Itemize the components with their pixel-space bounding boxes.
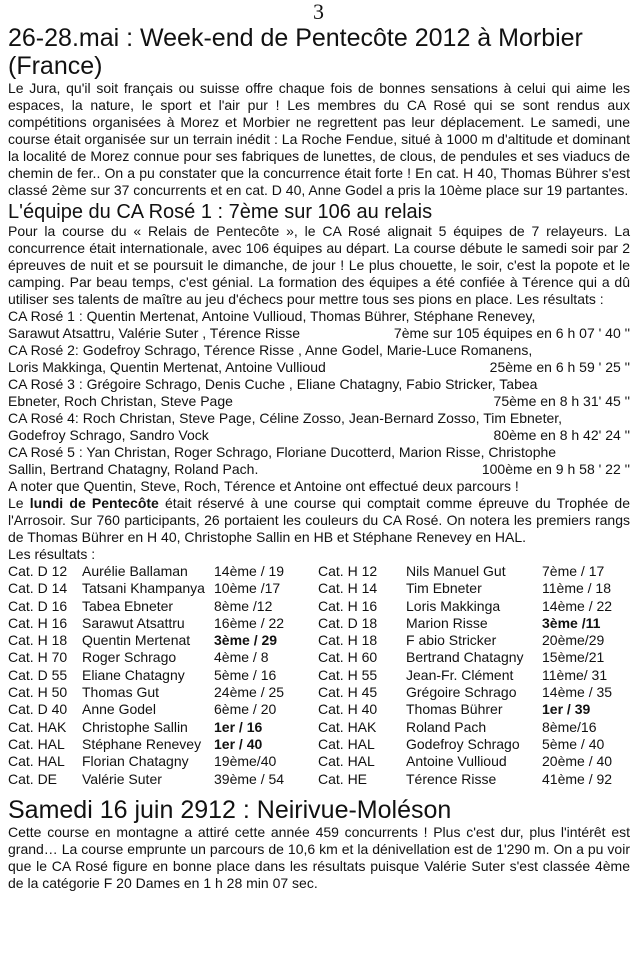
results-rank-cell: 14ème / 35	[542, 684, 613, 701]
results-name-cell: Grégoire Schrago	[406, 684, 517, 701]
results-row	[8, 771, 628, 788]
results-row	[8, 667, 628, 684]
relay-team-line2: Sarawut Atsattru, Valérie Suter , Térence Risse	[8, 325, 301, 341]
results-cat-cell: Cat. H 50	[8, 684, 68, 701]
page-number: 3	[313, 0, 324, 24]
section3-paragraph: Cette course en montagne a attiré cette année 459 concurrents ! Plus c'est dur, plus l'intérêt est grand… La course emprunte un parcours de 10,6 km et la dénivellation est de 1'290 m. On a pu voir que le CA Rosé figure en bonne place dans les résultats puisque Valérie Suter s'est classée 4ème de la catégorie F 20 Dames en 1 h 28 min 07 sec.	[8, 823, 630, 891]
results-cat-cell: Cat. D 18	[318, 614, 378, 631]
section3-title: Samedi 16 juin 2912 : Neirivue-Moléson	[8, 795, 452, 824]
relay-team-line2: Loris Makkinga, Quentin Mertenat, Antoine Vullioud	[8, 359, 326, 375]
results-cat-cell: Cat. HAK	[318, 718, 377, 735]
relay-team	[8, 376, 630, 410]
results-cat-cell: Cat. H 16	[8, 614, 68, 631]
relay-team-line1: CA Rosé 1 : Quentin Mertenat, Antoine Vullioud, Thomas Bührer, Stéphane Renevey,	[8, 308, 536, 324]
relay-team-result: 7ème sur 105 équipes en 6 h 07 ' 40 ''	[393, 325, 630, 341]
results-name-cell: Roger Schrago	[82, 649, 177, 666]
results-rank-cell: 20ème / 40	[542, 753, 613, 770]
results-cat-cell: Cat. HE	[318, 770, 368, 787]
results-cat-cell: Cat. H 14	[318, 580, 378, 597]
results-rank-cell: 24ème / 25	[214, 684, 285, 701]
results-name-cell: Tatsani Khampanya	[82, 580, 205, 597]
results-name-cell: Christophe Sallin	[82, 718, 188, 735]
results-row	[8, 598, 628, 615]
results-rank-cell: 8ème /12	[214, 597, 273, 614]
results-row	[8, 753, 628, 770]
results-row	[8, 701, 628, 718]
results-name-cell: Stéphane Renevey	[82, 735, 202, 752]
results-rank-cell: 1er / 39	[542, 701, 591, 718]
section2-paragraph: Pour la course du « Relais de Pentecôte », le CA Rosé alignait 5 équipes de 7 relayeurs. La concurrence était internationale, avec 106 équipes au départ. La course débute le samedi soir par 2 épreuves de nuit et se poursuit le dimanche, de jour ! Le plus chouette, le soir, c'est la popote et le camping. Par beau temps, c'est génial. La formation des équipes a été confiée à Térence qui a dû utiliser ses talents de maître au jeu d'échecs pour mettre tous ses pions en place. Les résultats :	[8, 223, 630, 307]
results-name-cell: Anne Godel	[82, 701, 156, 718]
results-cat-cell: Cat. H 40	[318, 701, 378, 718]
relay-note: A noter que Quentin, Steve, Roch, Térence et Antoine ont effectué deux parcours !	[8, 478, 519, 494]
results-cat-cell: Cat. D 40	[8, 701, 68, 718]
results-name-cell: Tabea Ebneter	[82, 597, 174, 614]
results-cat-cell: Cat. DE	[8, 770, 58, 787]
results-cat-cell: Cat. H 45	[318, 684, 378, 701]
results-row	[8, 632, 628, 649]
results-rank-cell: 16ème / 22	[214, 614, 285, 631]
relay-team-line1: CA Rosé 2: Godefroy Schrago, Térence Risse , Anne Godel, Marie-Luce Romanens,	[8, 342, 533, 358]
results-rank-cell: 1er / 40	[214, 735, 263, 752]
results-name-cell: Jean-Fr. Clément	[406, 666, 514, 683]
results-cat-cell: Cat. HAL	[318, 735, 375, 752]
results-row	[8, 615, 628, 632]
results-name-cell: Thomas Bührer	[406, 701, 503, 718]
results-name-cell: Godefroy Schrago	[406, 735, 520, 752]
relay-team-line1: CA Rosé 5 : Yan Christan, Roger Schrago, Floriane Ducotterd, Marion Risse, Christophe	[8, 444, 557, 460]
results-name-cell: Quentin Mertenat	[82, 632, 191, 649]
results-rank-cell: 41ème / 92	[542, 770, 613, 787]
results-name-cell: Loris Makkinga	[406, 597, 501, 614]
results-name-cell: Florian Chatagny	[82, 753, 189, 770]
results-cat-cell: Cat. H 55	[318, 666, 378, 683]
results-rank-cell: 20ème/29	[542, 632, 605, 649]
results-name-cell: Nils Manuel Gut	[406, 563, 506, 579]
results-name-cell: F abio Stricker	[406, 632, 497, 649]
results-name-cell: Roland Pach	[406, 718, 487, 735]
results-rank-cell: 14ème / 22	[542, 597, 613, 614]
document	[8, 24, 630, 892]
relay-team	[8, 444, 630, 478]
results-cat-cell: Cat. D 55	[8, 666, 68, 683]
results-cat-cell: Cat. HAL	[8, 735, 65, 752]
results-name-cell: Antoine Vullioud	[406, 753, 507, 770]
results-rank-cell: 11ème/ 31	[542, 666, 608, 683]
results-row	[8, 684, 628, 701]
results-rank-cell: 3ème /11	[542, 614, 601, 631]
results-cat-cell: Cat. H 60	[318, 649, 378, 666]
results-cat-cell: Cat. D 12	[8, 563, 68, 579]
results-rank-cell: 4ème / 8	[214, 649, 269, 666]
relay-team-result: 25ème en 6 h 59 ' 25 ''	[489, 359, 630, 375]
relay-team-line2: Ebneter, Roch Christan, Steve Page	[8, 393, 233, 409]
results-table	[8, 563, 628, 788]
results-rank-cell: 19ème/40	[214, 753, 277, 770]
results-row	[8, 649, 628, 666]
results-cat-cell: Cat. H 18	[8, 632, 68, 649]
results-name-cell: Valérie Suter	[82, 770, 162, 787]
results-cat-cell: Cat. HAL	[8, 753, 65, 770]
results-cat-cell: Cat. D 14	[8, 580, 68, 597]
results-rank-cell: 14ème / 19	[214, 563, 285, 579]
results-name-cell: Eliane Chatagny	[82, 666, 185, 683]
relay-team	[8, 308, 630, 342]
results-rank-cell: 8ème/16	[542, 718, 597, 735]
results-row	[8, 736, 628, 753]
results-name-cell: Thomas Gut	[82, 684, 160, 701]
lundi-paragraph	[8, 495, 630, 546]
results-cat-cell: Cat. D 16	[8, 597, 68, 614]
results-rank-cell: 5ème / 16	[214, 666, 277, 683]
relay-team-line1: CA Rosé 4: Roch Christan, Steve Page, Céline Zosso, Jean-Bernard Zosso, Tim Ebneter,	[8, 410, 563, 426]
results-name-cell: Sarawut Atsattru	[82, 614, 185, 631]
results-cat-cell: Cat. HAK	[8, 718, 67, 735]
relay-team-line1: CA Rosé 3 : Grégoire Schrago, Denis Cuche , Eliane Chatagny, Fabio Stricker, Tabea	[8, 376, 538, 392]
relay-team-result: 80ème en 8 h 42' 24 ''	[493, 427, 630, 443]
relay-team-line2: Godefroy Schrago, Sandro Vock	[8, 427, 209, 443]
results-row	[8, 563, 628, 580]
results-rank-cell: 3ème / 29	[214, 632, 278, 649]
results-row	[8, 580, 628, 597]
results-rank-cell: 7ème / 17	[542, 563, 605, 579]
relay-team	[8, 410, 630, 444]
relay-team-result: 75ème en 8 h 31' 45 ''	[493, 393, 630, 409]
relay-team-result: 100ème en 9 h 58 ' 22 ''	[481, 461, 630, 477]
results-rank-cell: 39ème / 54	[214, 770, 285, 787]
results-name-cell: Bertrand Chatagny	[406, 649, 524, 666]
relay-teams	[8, 308, 630, 478]
results-name-cell: Térence Risse	[406, 770, 497, 787]
results-rank-cell: 5ème / 40	[542, 735, 605, 752]
results-cat-cell: Cat. H 16	[318, 597, 378, 614]
relay-team	[8, 342, 630, 376]
results-row	[8, 719, 628, 736]
results-rank-cell: 11ème / 18	[542, 580, 612, 597]
section1-title: 26-28.mai : Week-end de Pentecôte 2012 à Morbier (France)	[8, 24, 583, 80]
results-cat-cell: Cat. H 18	[318, 632, 378, 649]
section2-title: L'équipe du CA Rosé 1 : 7ème sur 106 au relais	[8, 201, 433, 223]
results-name-cell: Aurélie Ballaman	[82, 563, 188, 579]
results-cat-cell: Cat. H 12	[318, 563, 378, 579]
section1-paragraph: Le Jura, qu'il soit français ou suisse offre chaque fois de bonnes sensations à celui qui aime les espaces, la nature, le sport et l'air pur ! Les membres du CA Rosé qui se sont rendus aux compétitions organisées à Morez et Morbier ne regrettent pas leur déplacement. Le samedi, une course était organisée sur un terrain inédit : La Roche Fendue, situé à 1000 m d'altitude et dominant la localité de Morez connue pour ses fabriques de lunettes, de clous, de pendules et ses viaducs de chemin de fer.. On a pu constater que la concurrence était forte ! En cat. H 40, Thomas Bührer s'est classé 2ème sur 37 concurrents et en cat. D 40, Anne Godel a pris la 10ème place sur 19 partantes.	[8, 80, 630, 198]
results-rank-cell: 1er / 16	[214, 718, 263, 735]
results-rank-cell: 15ème/21	[542, 649, 605, 666]
lundi-bold: lundi de Pentecôte	[29, 495, 159, 511]
lundi-after: était réservé à une course qui comptait comme épreuve du Trophée de l'Arrosoir. Sur 760 participants, 26 portaient les couleurs du CA Rosé. On notera les premiers rangs de Thomas Bührer en H 40, Christophe Sallin en HB et Stéphane Renevey en HAL.	[8, 495, 630, 545]
results-name-cell: Marion Risse	[406, 614, 488, 631]
results-cat-cell: Cat. HAL	[318, 753, 375, 770]
results-label: Les résultats :	[8, 546, 96, 562]
results-rank-cell: 6ème / 20	[214, 701, 277, 718]
lundi-before: Le	[8, 495, 30, 511]
results-name-cell: Tim Ebneter	[406, 580, 482, 597]
results-cat-cell: Cat. H 70	[8, 649, 68, 666]
results-rank-cell: 10ème /17	[214, 580, 281, 597]
relay-team-line2: Sallin, Bertrand Chatagny, Roland Pach.	[8, 461, 259, 477]
